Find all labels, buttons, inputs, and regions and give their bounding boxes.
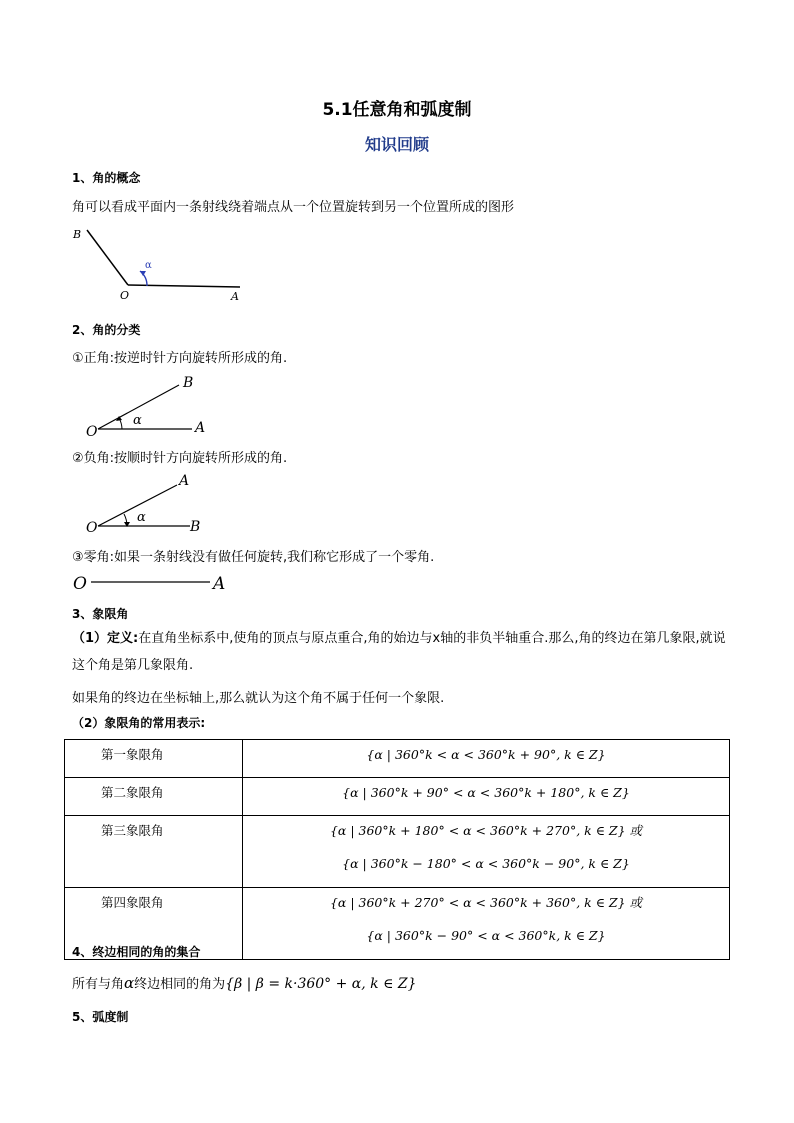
quadrant-table: [64, 739, 730, 960]
label-B: B: [73, 228, 82, 241]
text-after: 终边相同的角为: [134, 977, 226, 992]
table-heading: （2）象限角的常用表示:: [72, 716, 206, 730]
row-formula: {α | 360°k + 180° < α < 360°k + 270°, k ∈ Z} 或: [329, 823, 643, 838]
axis-note: 如果角的终边在坐标轴上,那么就认为这个角不属于任何一个象限.: [72, 691, 445, 706]
row-formula: {α | 360°k + 90° < α < 360°k + 180°, k ∈ Z}: [342, 785, 630, 800]
label-B: B: [183, 375, 194, 391]
row-formula-alt: {α | 360°k − 180° < α < 360°k − 90°, k ∈ Z}: [342, 856, 630, 871]
label-O: O: [86, 520, 98, 536]
text-before: 所有与角: [72, 977, 125, 992]
label-alpha: α: [137, 510, 146, 525]
negative-angle-diagram: [84, 470, 224, 540]
row-label: 第一象限角: [65, 740, 243, 778]
zero-angle-diagram: [70, 570, 240, 596]
label-alpha: α: [145, 260, 152, 271]
row-label: 第二象限角: [65, 778, 243, 816]
angle-concept-text: 角可以看成平面内一条射线绕着端点从一个位置旋转到另一个位置所成的图形: [72, 200, 515, 215]
section-subtitle: 知识回顾: [364, 135, 429, 154]
table-row: [65, 740, 730, 778]
positive-angle-text: ①正角:按逆时针方向旋转所形成的角.: [72, 351, 288, 366]
quadrant-definition: [72, 625, 732, 679]
label-A: A: [213, 574, 226, 594]
row-formula-alt: {α | 360°k − 90° < α < 360°k, k ∈ Z}: [366, 928, 606, 943]
label-A: A: [195, 420, 206, 436]
row-formula: {α | 360°k < α < 360°k + 90°, k ∈ Z}: [366, 747, 606, 762]
definition-text: 在直角坐标系中,使角的顶点与原点重合,角的始边与x轴的非负半轴重合.那么,角的终边在第几象限,就说这个角是第几象限角.: [72, 631, 726, 673]
heading-quadrant-angle: 3、象限角: [72, 607, 129, 621]
label-A: A: [179, 473, 190, 489]
alpha-symbol: α: [124, 974, 135, 992]
definition-label: （1）定义:: [72, 631, 139, 646]
label-O: O: [120, 289, 130, 302]
row-label: 第三象限角: [65, 816, 243, 888]
heading-radian: 5、弧度制: [72, 1010, 129, 1024]
label-O: O: [86, 424, 98, 440]
row-label: 第四象限角: [65, 888, 243, 960]
label-alpha: α: [133, 413, 142, 428]
page-title: 5.1任意角和弧度制: [322, 100, 472, 120]
row-formula: {α | 360°k + 270° < α < 360°k + 360°, k ∈ Z} 或: [329, 895, 643, 910]
table-row: [65, 778, 730, 816]
coterminal-text: [72, 973, 417, 992]
zero-angle-text: ③零角:如果一条射线没有做任何旋转,我们称它形成了一个零角.: [72, 550, 435, 565]
coterminal-set: {β | β = k·360° + α, k ∈ Z}: [225, 976, 417, 992]
label-B: B: [190, 519, 201, 535]
heading-coterminal-set: 4、终边相同的角的集合: [72, 945, 201, 959]
label-O: O: [73, 574, 87, 594]
negative-angle-text: ②负角:按顺时针方向旋转所形成的角.: [72, 451, 288, 466]
angle-concept-diagram: [70, 222, 260, 307]
heading-angle-concept: 1、角的概念: [72, 171, 141, 185]
positive-angle-diagram: [84, 370, 224, 440]
label-A: A: [231, 290, 239, 303]
heading-angle-classification: 2、角的分类: [72, 323, 141, 337]
table-row: [65, 816, 730, 888]
